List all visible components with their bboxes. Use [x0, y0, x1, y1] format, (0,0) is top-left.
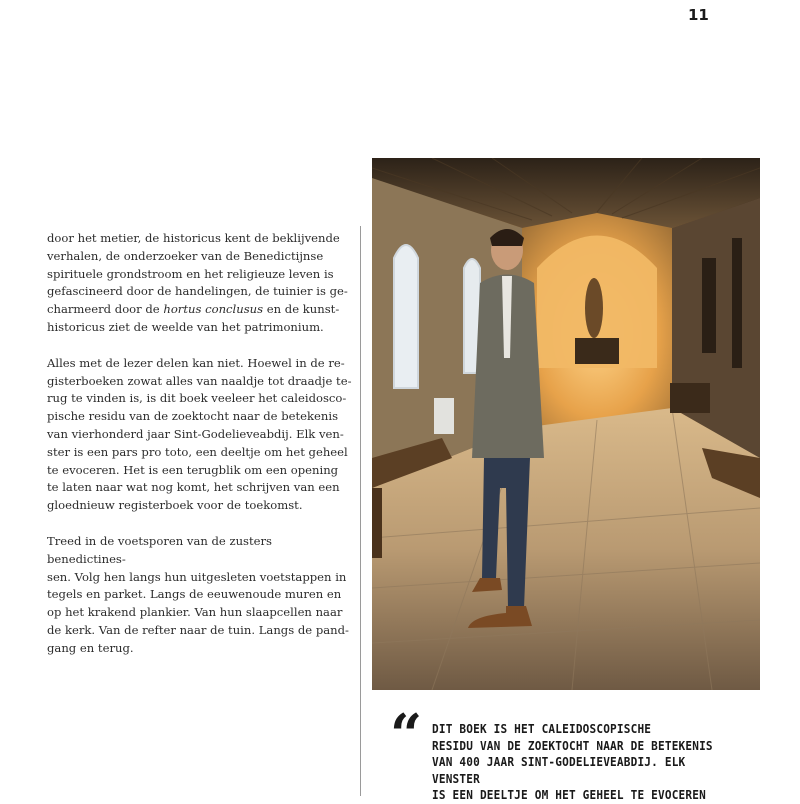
- quote-mark-icon: “: [390, 702, 423, 768]
- column-divider: [360, 226, 361, 796]
- paragraph-3: Treed in de voetsporen van de zusters benedictines- sen. Volg hen langs hun uitgesleten voetstappen in tegels en parket. Langs de eeuwenoude muren en op het krakend plankier. Van hun slaapcellen naar de kerk. Van de refter naar de tuin. Langs de pand- gang en terug.: [47, 533, 349, 655]
- corridor-photo: [372, 158, 760, 690]
- paragraph-2: Alles met de lezer delen kan niet. Hoewel in de re- gisterboeken zowat alles van naaldje tot draadje te- rug te vinden is, is dit boek veeleer het caleidosco- pische residu van de zoektocht naar de betekenis van vierhonderd jaar Sint-Godelieveabdij. Elk ven- ster is een pars pro toto, een deeltje om het geheel te evoceren. Het is een terugblik om een opening te laten naar wat nog komt, het schrijven van een gloednieuw registerboek voor de toekomst.: [47, 355, 352, 513]
- paragraph-1-text-a: door het metier, de historicus kent de beklijvende verhalen, de onderzoeker van de Benedictijnse spirituele grondstroom en het religieuze leven is gefascineerd door de handelingen, de tuinier is ge- charmeerd door de: [47, 231, 348, 317]
- body-text-column: [47, 230, 352, 676]
- paragraph-1-text-b: en de kunst- historicus ziet de weelde van het patrimonium.: [47, 302, 340, 334]
- page-number: 11: [688, 6, 709, 24]
- corridor-photo-illustration: [372, 158, 760, 690]
- paragraph-1: [47, 230, 352, 337]
- paragraph-1-italic: hortus conclusus: [163, 302, 264, 317]
- pull-quote-text: DIT BOEK IS HET CALEIDOSCOPISCHE RESIDU VAN DE ZOEKTOCHT NAAR DE BETEKENIS VAN 400 JAAR SINT-GODELIEVEABDIJ. ELK VENSTER IS EEN DEELTJE OM HET GEHEEL TE EVOCEREN: [432, 721, 713, 802]
